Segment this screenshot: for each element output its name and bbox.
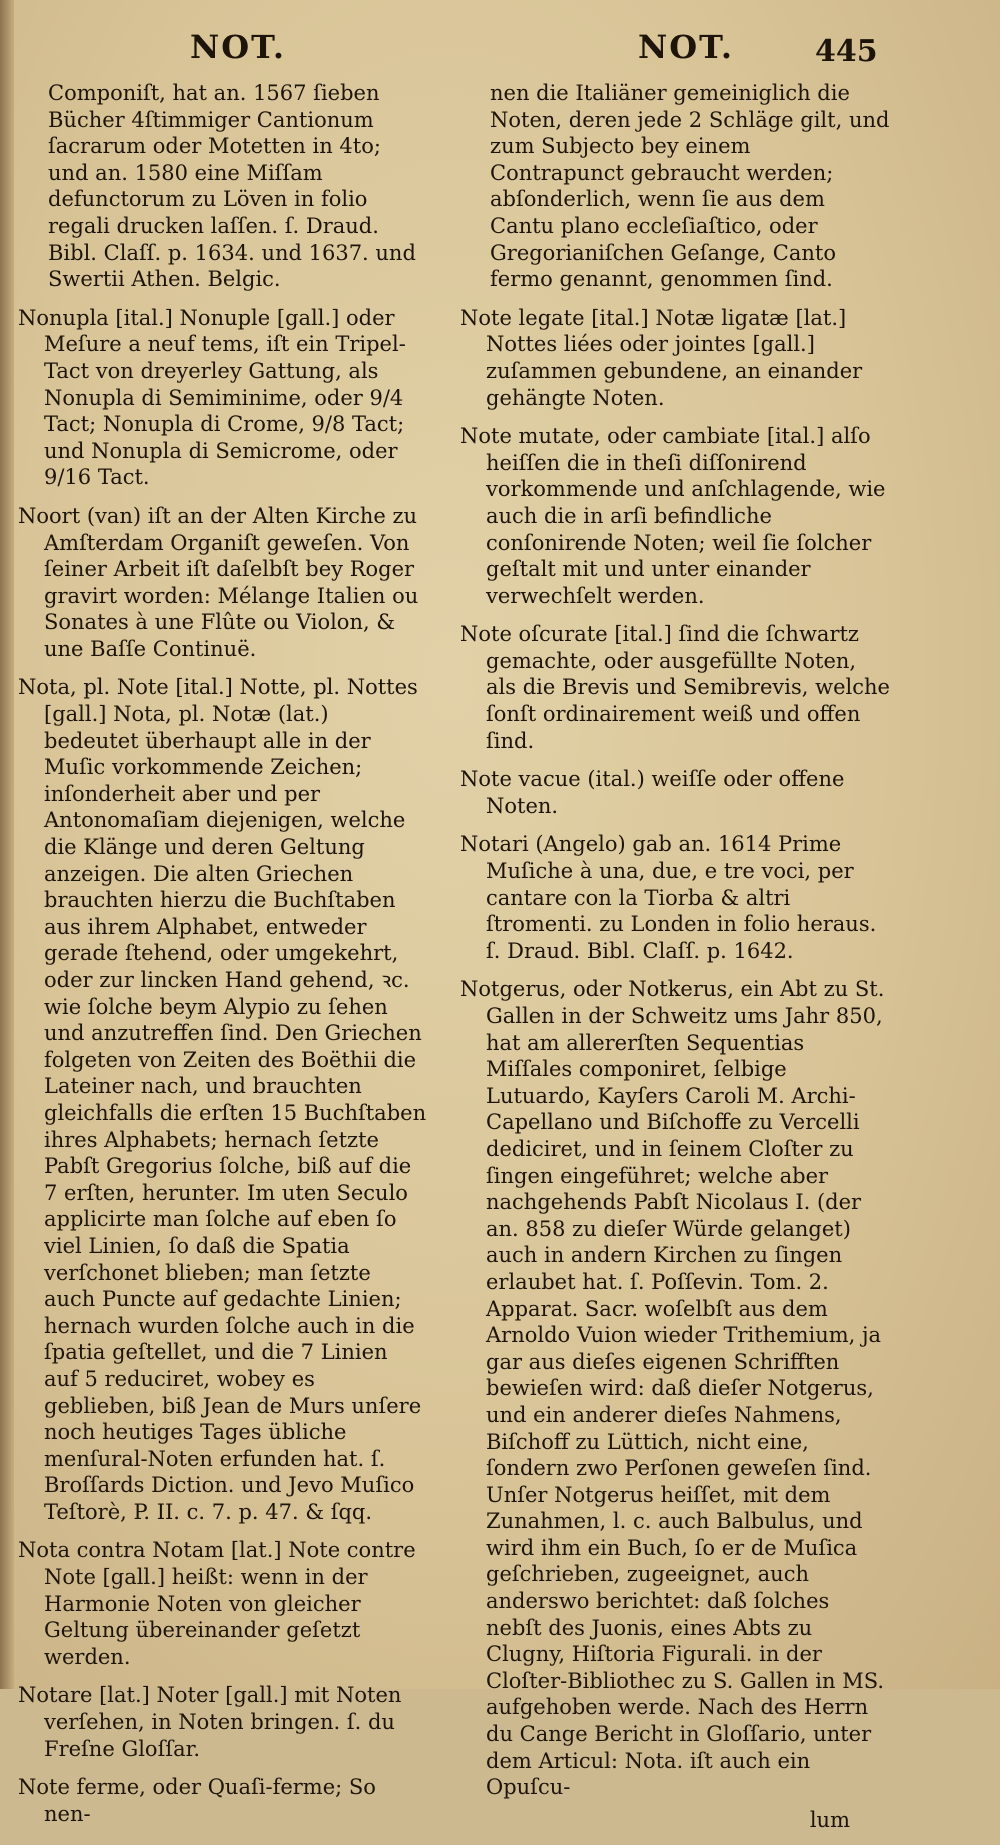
left-column — [18, 80, 428, 1839]
dictionary-entry-note-ferme-continued: nen die Italiäner gemeiniglich die Noten, deren jede 2 Schläge gilt, und zum Subjecto bey einem Contrapunct gebraucht werden; abſonderlich, wenn ſie aus dem Cantu plano eccleſiaſtico, oder Gregorianiſchen Geſange, Canto fermo genannt, genommen ſind. — [490, 81, 890, 292]
dictionary-entry-nota: Nota, pl. Note [ital.] Notte, pl. Nottes [gall.] Nota, pl. Notæ (lat.) bedeutet überhaupt alle in der Muſic vorkommende Zeichen; inſonderheit aber und per Antonomaſiam diejenigen, welche die Klänge und deren Geltung anzeigen. Die alten Griechen brauchten hierzu die Buchſtaben aus ihrem Alphabet, entweder gerade ſtehend, oder umgekehrt, oder zur lincken Hand gehend, ꝛc. wie ſolche beym Alypio zu ſehen und anzutreffen ſind. Den Griechen folgeten von Zeiten des Boëthii die Lateiner nach, und brauchten gleichfalls die erſten 15 Buchſtaben ihres Alphabets; hernach ſetzte Pabſt Gregorius ſolche, biß auf die 7 erſten, herunter. Im uten Seculo applicirte man ſolche auf eben ſo viel Linien, ſo daß die Spatia verſchonet blieben; man ſetzte auch Puncte auf gedachte Linien; hernach wurden ſolche auch in die ſpatia geſtellet, und die 7 Linien auf 5 reduciret, wobey es geblieben, biß Jean de Murs unſere noch heutiges Tages übliche menſural-Noten erfunden hat. ſ. Broſſards Diction. und Jevo Muſico Teſtorè, P. II. c. 7. p. 47. & ſqq. — [18, 675, 427, 1524]
catchword: lum — [809, 1807, 850, 1832]
right-column — [460, 80, 890, 1845]
header-left-title: NOT. — [190, 28, 286, 66]
dictionary-entry-noort: Noort (van) iſt an der Alten Kirche zu Amſterdam Organiſt geweſen. Von ſeiner Arbeit iſt daſelbſt bey Roger gravirt worden: Mélange Italien ou Sonates à une Flûte ou Violon, & une Baſſe Continuë. — [18, 503, 419, 661]
running-header — [0, 28, 1000, 76]
dictionary-entry-nonupla: Nonupla [ital.] Nonuple [gall.] oder Meſure a neuf tems, iſt ein Tripel-Tact von dreyerley Gattung, als Nonupla di Semiminime, oder 9/4 Tact; Nonupla di Crome, 9/8 Tact; und Nonupla di Semicrome, oder 9/16 Tact. — [18, 305, 406, 490]
dictionary-entry-notari: Notari (Angelo) gab an. 1614 Prime Muſiche à una, due, e tre voci, per cantare con la Tiorba & altri ſtromenti. zu Londen in folio heraus. ſ. Draud. Bibl. Claſſ. p. 1642. — [460, 832, 877, 963]
dictionary-entry-note-mutate: Note mutate, oder cambiate [ital.] alſo heiſſen die in theſi diſſonirend vorkommende und anſchlagende, wie auch die in arſi befindliche conſonirende Noten; weil ſie ſolcher geſtalt mit und unter einander verwechſelt werden. — [460, 424, 886, 608]
header-right-title: NOT. — [638, 28, 734, 66]
dictionary-entry-notgerus: Notgerus, oder Notkerus, ein Abt zu St. Gallen in der Schweitz ums Jahr 850, hat am allererſten Sequentias Miſſales componiret, ſelbige Lutuardo, Kayſers Caroli M. Archi-Capellano und Biſchoffe zu Vercelli dediciret, und in ſeinem Cloſter zu ſingen eingeführet; welche aber nachgehends Pabſt Nicolaus I. (der an. 858 zu dieſer Würde gelanget) auch in andern Kirchen zu ſingen erlaubet hat. ſ. Poſſevin. Tom. 2. Apparat. Sacr. woſelbſt aus dem Arnoldo Vuion wieder Trithemium, ja gar aus dieſes eigenen Schrifften bewieſen wird: daß dieſer Notgerus, und ein anderer dieſes Nahmens, Biſchoff zu Lüttich, nicht eine, ſondern zwo Perſonen geweſen ſind. Unſer Notgerus heiſſet, mit dem Zunahmen, l. c. auch Balbulus, und wird ihm ein Buch, ſo er de Muſica geſchrieben, zugeeignet, auch anderswo berichtet: daß ſolches nebſt des Juonis, eines Abts zu Clugny, Hiſtoria Figurali. in der Cloſter-Bibliothec zu S. Gallen in MS. aufgehoben werde. Nach des Herrn du Cange Bericht in Gloſſario, unter dem Articul: Nota. iſt auch ein Opuſcu- — [460, 977, 885, 1800]
dictionary-entry-nota-contra-notam: Nota contra Notam [lat.] Note contre Note [gall.] heißt: wenn in der Harmonie Noten von gleicher Geltung übereinander geſetzt werden. — [18, 1538, 416, 1669]
dictionary-entry-componist: Componiſt, hat an. 1567 ſieben Bücher 4ſtimmiger Cantionum ſacrarum oder Motetten in 4to; und an. 1580 eine Miſſam defunctorum zu Löven in folio regali drucken laſſen. ſ. Draud. Bibl. Claſſ. p. 1634. und 1637. und Swertii Athen. Belgic. — [48, 81, 416, 292]
page-binding-shadow — [0, 0, 14, 1689]
dictionary-entry-note-vacue: Note vacue (ital.) weiſſe oder offene Noten. — [460, 767, 845, 818]
dictionary-entry-note-legate: Note legate [ital.] Notæ ligatæ [lat.] Nottes liées oder jointes [gall.] zuſammen gebundene, an einander gehängte Noten. — [460, 305, 863, 410]
page-number: 445 — [815, 34, 878, 69]
dictionary-entry-notare: Notare [lat.] Noter [gall.] mit Noten verſehen, in Noten bringen. ſ. du Freſne Gloſſar. — [18, 1683, 402, 1761]
dictionary-entry-note-ferme: Note ferme, oder Quaſi-ferme; So nen- — [18, 1775, 376, 1826]
dictionary-entry-note-oscurate: Note oſcurate [ital.] ſind die ſchwartz gemachte, oder ausgefüllte Noten, als die Brevis und Semibrevis, welche ſonſt ordinairement weiß und offen ſind. — [460, 622, 890, 753]
